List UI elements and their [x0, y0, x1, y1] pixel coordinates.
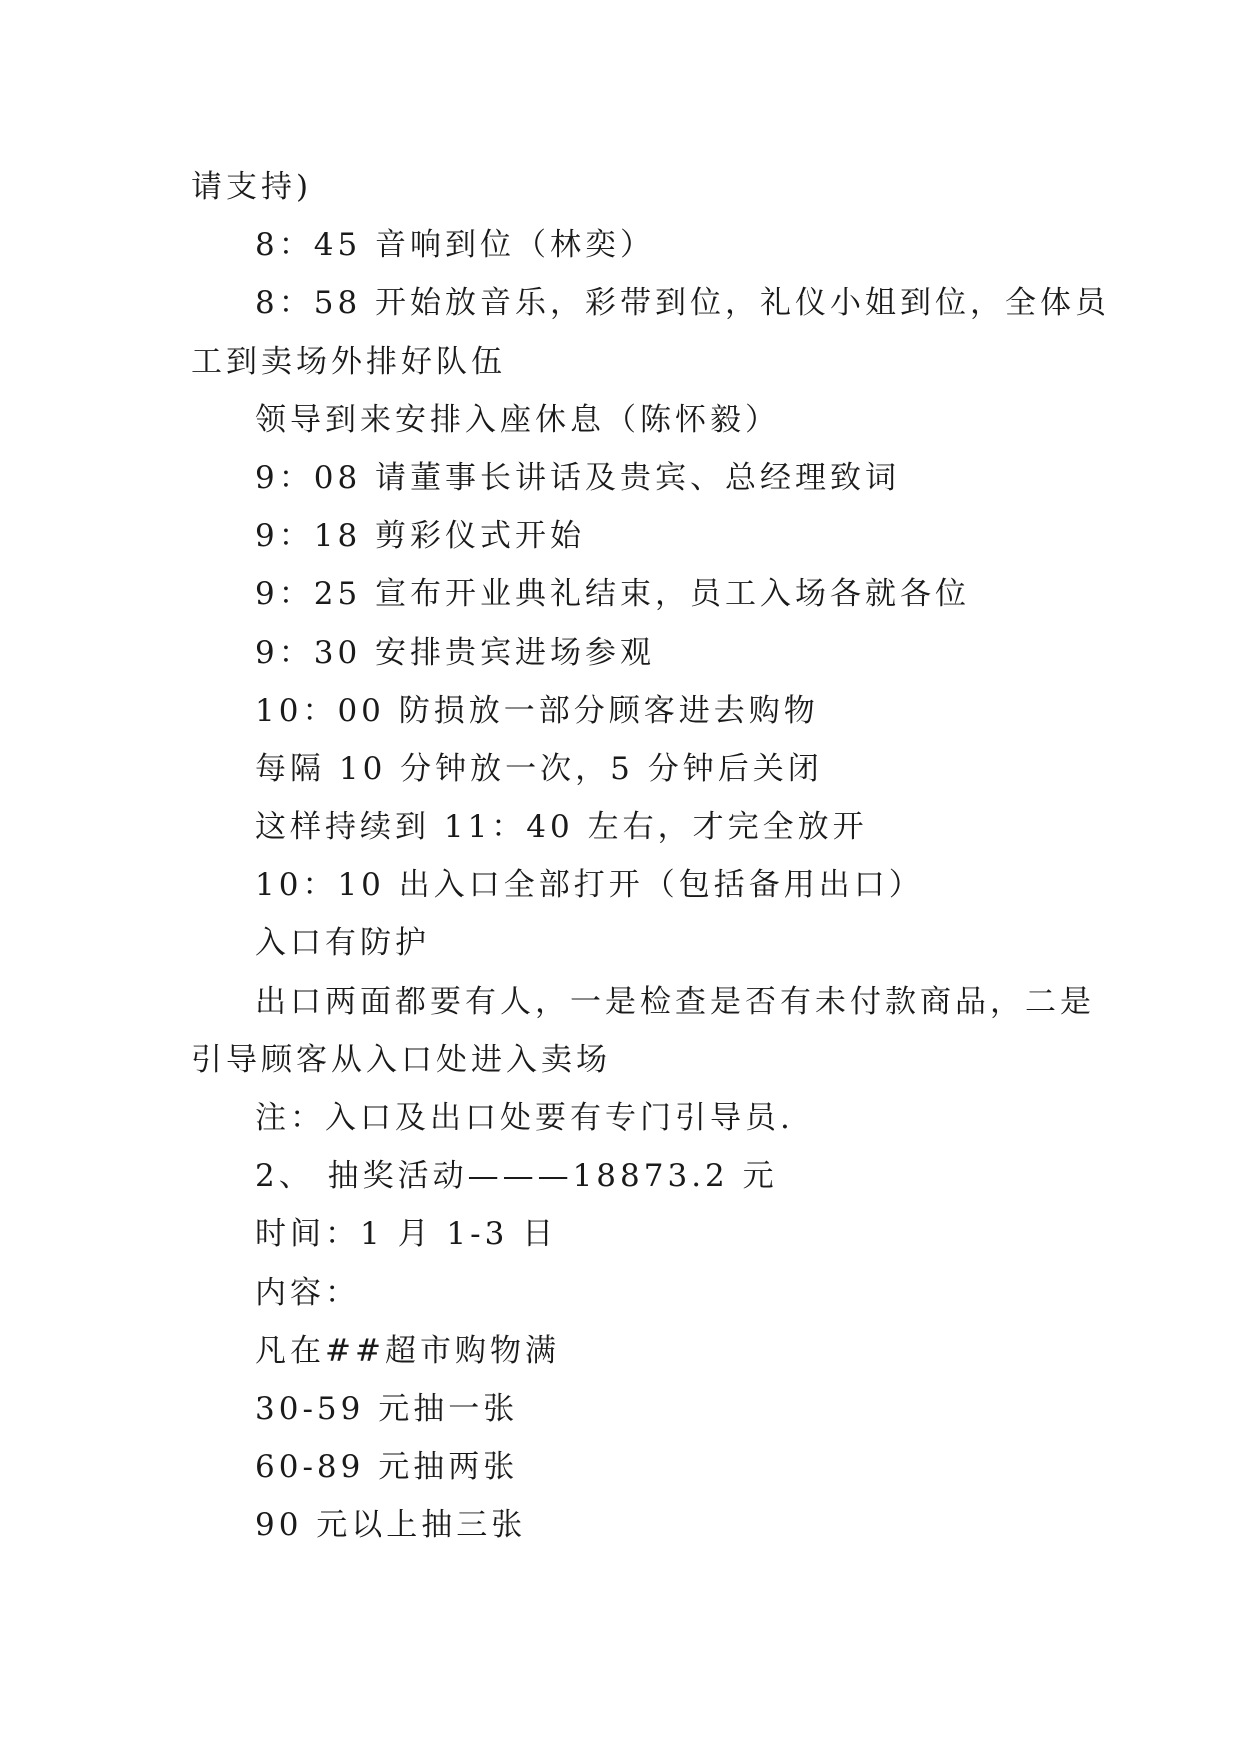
- text-line: 工到卖场外排好队伍: [191, 343, 506, 380]
- text-line: 8：58 开始放音乐，彩带到位，礼仪小姐到位，全体员: [255, 285, 1111, 322]
- text-line: 每隔 10 分钟放一次，5 分钟后关闭: [255, 750, 823, 787]
- text-line: 出口两面都要有人，一是检查是否有未付款商品，二是: [255, 983, 1095, 1020]
- text-line: 请支持): [191, 169, 313, 205]
- text-line: 10：10 出入口全部打开（包括备用出口）: [255, 867, 924, 904]
- text-line: 入口有防护: [255, 925, 430, 962]
- text-line: 10：00 防损放一部分顾客进去购物: [255, 692, 819, 729]
- text-line: 引导顾客从入口处进入卖场: [191, 1041, 611, 1078]
- text-line: 凡在##超市购物满: [255, 1332, 560, 1369]
- text-line: 注：入口及出口处要有专门引导员.: [255, 1100, 794, 1136]
- text-line: 90 元以上抽三张: [255, 1507, 527, 1544]
- text-line: 内容：: [255, 1274, 360, 1311]
- text-line: 60-89 元抽两张: [255, 1449, 519, 1486]
- text-line: 30-59 元抽一张: [255, 1390, 519, 1427]
- document-body: [191, 158, 1111, 1555]
- text-line: 领导到来安排入座休息（陈怀毅）: [255, 401, 780, 438]
- text-line: 2、 抽奖活动———18873.2 元: [255, 1158, 778, 1195]
- text-line: 9：18 剪彩仪式开始: [255, 518, 586, 555]
- text-line: 这样持续到 11：40 左右，才完全放开: [255, 809, 868, 846]
- text-line: 时间：1 月 1-3 日: [255, 1216, 558, 1253]
- text-line: 9：25 宣布开业典礼结束，员工入场各就各位: [255, 576, 971, 613]
- text-line: 8：45 音响到位（林奕）: [255, 227, 656, 264]
- text-line: 9：08 请董事长讲话及贵宾、总经理致词: [255, 459, 901, 496]
- text-line: 9：30 安排贵宾进场参观: [255, 634, 656, 671]
